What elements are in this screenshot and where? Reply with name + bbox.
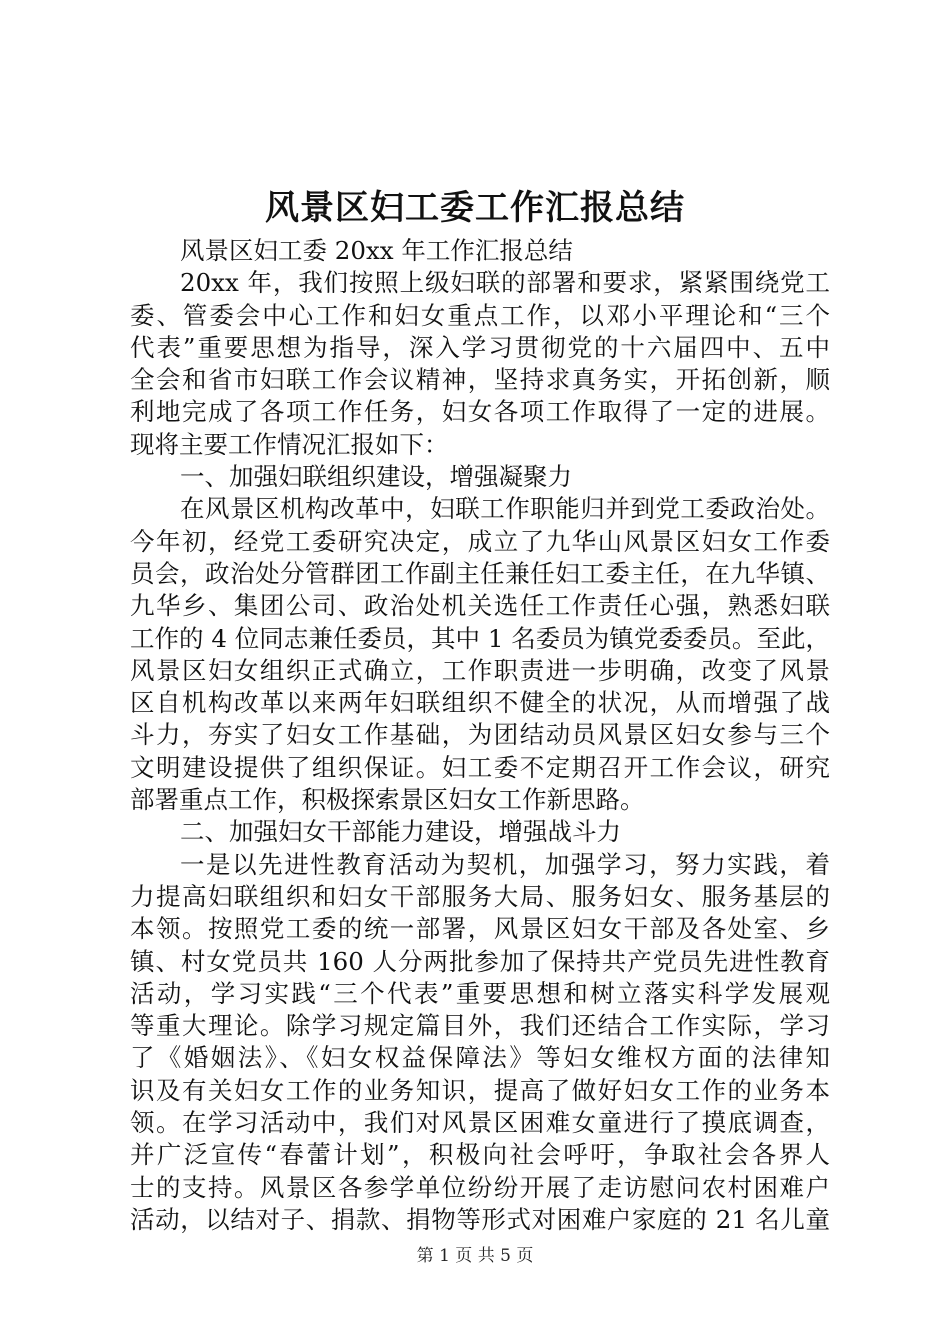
body-line: 委、管委会中心工作和妇女重点工作，以邓小平理论和“三个 — [130, 300, 830, 330]
body-line: 等重大理论。除学习规定篇目外，我们还结合工作实际，学习 — [130, 1011, 830, 1041]
body-line: 并广泛宣传“春蕾计划”，积极向社会呼吁，争取社会各界人 — [130, 1140, 830, 1170]
body-line: 一是以先进性教育活动为契机，加强学习，努力实践，着 — [180, 849, 830, 879]
body-line: 活动，以结对子、捐款、捐物等形式对困难户家庭的 21 名儿童 — [130, 1204, 830, 1234]
body-line: 利地完成了各项工作任务，妇女各项工作取得了一定的进展。 — [130, 397, 830, 427]
body-line: 工作的 4 位同志兼任委员，其中 1 名委员为镇党委委员。至此， — [130, 623, 830, 653]
body-line: 领。在学习活动中，我们对风景区困难女童进行了摸底调查， — [130, 1108, 830, 1138]
body-line: 现将主要工作情况汇报如下： — [130, 429, 449, 459]
body-line: 活动，学习实践“三个代表”重要思想和树立落实科学发展观 — [130, 978, 830, 1008]
body-line: 本领。按照党工委的统一部署，风景区妇女干部及各处室、乡 — [130, 914, 830, 944]
body-line: 力提高妇联组织和妇女干部服务大局、服务妇女、服务基层的 — [130, 881, 830, 911]
body-line: 了《婚姻法》、《妇女权益保障法》等妇女维权方面的法律知 — [130, 1043, 830, 1073]
page-footer: 第 1 页 共 5 页 — [416, 1246, 534, 1266]
body-line: 识及有关妇女工作的业务知识，提高了做好妇女工作的业务本 — [130, 1075, 830, 1105]
body-line: 风景区妇女组织正式确立，工作职责进一步明确，改变了风景 — [130, 655, 830, 685]
body-line: 士的支持。风景区各参学单位纷纷开展了走访慰问农村困难户 — [130, 1172, 830, 1202]
body-line: 文明建设提供了组织保证。妇工委不定期召开工作会议，研究 — [130, 752, 830, 782]
body-line: 全会和省市妇联工作会议精神，坚持求真务实，开拓创新，顺 — [130, 365, 830, 395]
body-line: 一、加强妇联组织建设，增强凝聚力 — [180, 462, 572, 492]
body-line: 二、加强妇女干部能力建设，增强战斗力 — [180, 817, 621, 847]
body-line: 今年初，经党工委研究决定，成立了九华山风景区妇女工作委 — [130, 526, 830, 556]
body-line: 在风景区机构改革中，妇联工作职能归并到党工委政治处。 — [180, 494, 830, 524]
body-line: 风景区妇工委 20xx 年工作汇报总结 — [180, 236, 573, 265]
document-body — [130, 235, 830, 1236]
body-line: 部署重点工作，积极探索景区妇女工作新思路。 — [130, 785, 645, 815]
body-line: 九华乡、集团公司、政治处机关选任工作责任心强，熟悉妇联 — [130, 591, 830, 621]
body-line: 斗力，夯实了妇女工作基础，为团结动员风景区妇女参与三个 — [130, 720, 830, 750]
body-line: 20xx 年，我们按照上级妇联的部署和要求，紧紧围绕党工 — [180, 268, 830, 298]
document-title: 风景区妇工委工作汇报总结 — [265, 188, 685, 228]
body-line: 区自机构改革以来两年妇联组织不健全的状况，从而增强了战 — [130, 688, 830, 718]
body-line: 镇、村女党员共 160 人分两批参加了保持共产党员先进性教育 — [130, 946, 830, 976]
body-line: 员会，政治处分管群团工作副主任兼任妇工委主任，在九华镇、 — [130, 558, 830, 588]
body-line: 代表”重要思想为指导，深入学习贯彻党的十六届四中、五中 — [130, 332, 830, 362]
